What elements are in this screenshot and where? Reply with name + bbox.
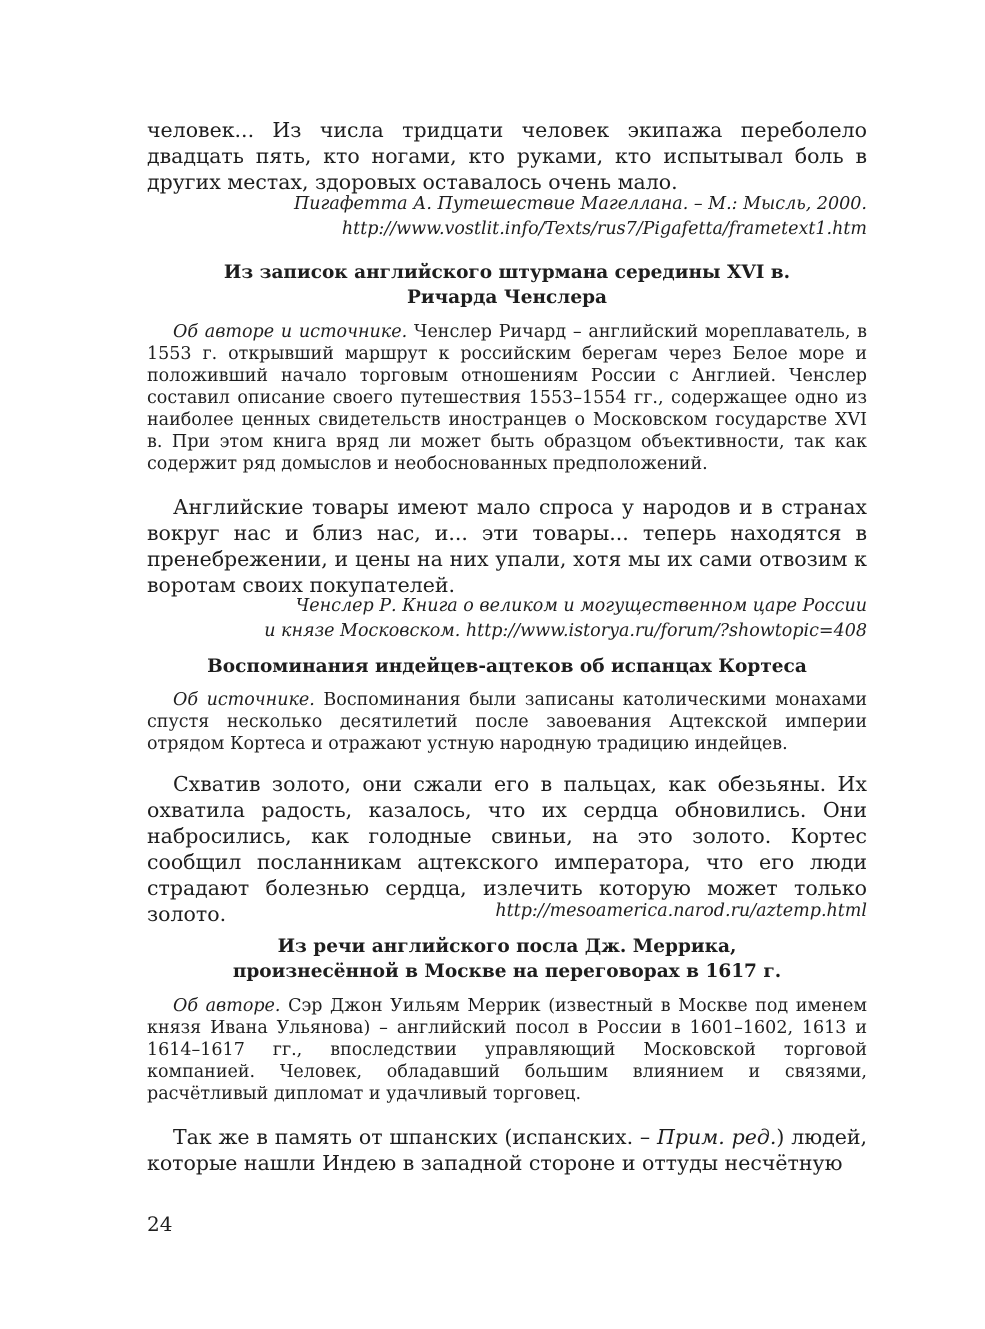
editor-note: Прим. ред. [657,1125,777,1149]
intro-paragraph [147,321,867,475]
intro-paragraph [147,689,867,755]
page-number: 24 [147,1212,173,1236]
body-paragraph: Английские товары имеют мало спроса у народов и в странах вокруг нас и близ нас, и... эти товары... теперь находятся в пренебрежении, и цены на них упали, хотя мы их сами отвозим к воротам своих покупателей. [147,495,867,597]
section-heading: Из записок английского штурмана середины XVI в. [223,262,791,283]
body-paragraph: человек... Из числа тридцати человек экипажа переболело двадцать пять, кто ногами, кто руками, кто испытывал боль в других местах, здоровых оставалось очень мало. [147,118,867,194]
intro-text: Сэр Джон Уильям Меррик (известный в Москве под именем князя Ивана Ульянова) – английский посол в России в 1601–1602, 1613 и 1614–1617 гг., впоследствии управляющий Московской торговой компанией. Человек, обладавший большим влиянием и связями, расчётливый дипломат и удачливый торговец. [147,996,867,1104]
intro-label: Об авторе и источнике. [173,322,408,342]
body-paragraph: Схватив золото, они сжали его в пальцах, как обезьяны. Их охватила радость, казалось, что их сердца обновились. Они набросились, как голодные свиньи, на это золото. Кортес сообщил посланникам ацтекского императора, что его люди страдают болезнью сердца, излечить которую может только золото. [147,772,867,926]
intro-label: Об авторе. [173,996,281,1016]
intro-paragraph [147,995,867,1105]
intro-label: Об источнике. [173,690,315,710]
intro-text: Ченслер Ричард – английский мореплаватель, в 1553 г. открывший маршрут к российским берегам через Белое море и положивший начало торговым отношениям России с Англией. Ченслер составил описание своего путешествия 1553–1554 гг., содержащее одно из наиболее ценных свидетельств иностранцев о Московском государстве XVI в. При этом книга вряд ли может быть образцом объективности, так как содержит ряд домыслов и необоснованных предположений. [147,322,867,474]
source-url: и князе Московском. http://www.istorya.ru/forum/?showtopic=408 [264,621,867,641]
section-heading-line2: Ричарда Ченслера [406,287,608,308]
source-citation: Ченслер Р. Книга о великом и могущественном царе России [295,596,867,616]
intro-text: Воспоминания были записаны католическими монахами спустя несколько десятилетий после завоевания Ацтекской империи отрядом Кортеса и отражают устную народную традицию индейцев. [147,690,867,754]
section-heading-line2: произнесённой в Москве на переговорах в 1617 г. [232,961,782,982]
section-heading: Из речи английского посла Дж. Меррика, [277,936,737,957]
source-url: http://www.vostlit.info/Texts/rus7/Pigafetta/frametext1.htm [341,219,867,239]
source-citation: Пигафетта А. Путешествие Магеллана. – М.: Мысль, 2000. [294,194,867,214]
source-url: http://mesoamerica.narod.ru/aztemp.html [495,901,867,921]
body-text-end: ) людей, которые нашли Индею в западной стороне и оттуды несчётную [147,1125,868,1175]
section-heading: Воспоминания индейцев-ацтеков об испанцах Кортеса [207,656,807,677]
body-paragraph [147,1124,867,1176]
body-text-start: Так же в память от шпанских (испанских. – [173,1125,658,1149]
